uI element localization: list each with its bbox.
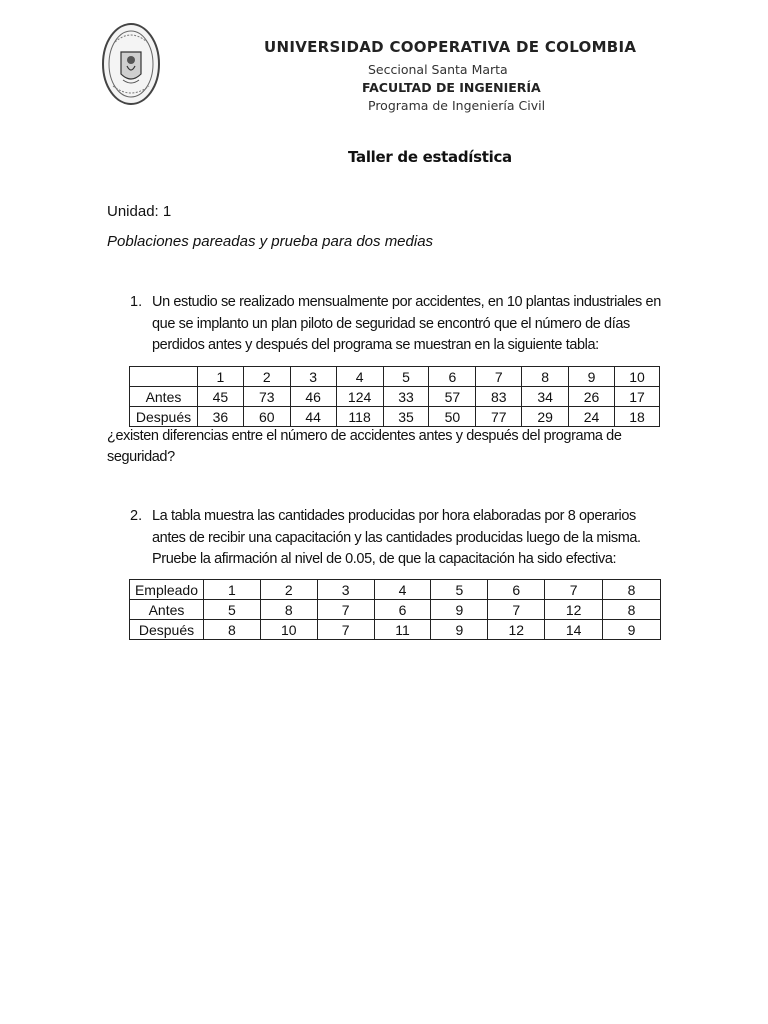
program-name: Programa de Ingeniería Civil [368,98,546,113]
table-cell: 2 [243,367,290,387]
unit-label: Unidad: 1 [107,203,172,220]
table-cell: 29 [522,407,569,427]
table-cell: 8 [203,620,260,640]
table-cell: 4 [374,580,431,600]
table-cell: 9 [431,620,488,640]
question-2-table [129,579,661,640]
table-cell: 60 [243,407,290,427]
table-cell: 36 [197,407,243,427]
question-1-prompt: ¿existen diferencias entre el número de accidentes antes y después del programa de seguridad? [107,428,622,465]
table-cell: 14 [545,620,603,640]
table-cell: 46 [290,387,336,407]
table-cell: 7 [476,367,522,387]
table-row-label: Empleado [130,580,204,600]
table-cell: 1 [203,580,260,600]
table-cell: 9 [431,600,488,620]
table-row-label: Antes [130,600,204,620]
table-cell: 3 [317,580,374,600]
table-cell: 11 [374,620,431,640]
table-cell: 1 [197,367,243,387]
table-cell: 35 [383,407,429,427]
table-cell: 6 [374,600,431,620]
table-cell: 7 [545,580,603,600]
question-1-text: Un estudio se realizado mensualmente por accidentes, en 10 plantas industriales en que se implanto un plan piloto de seguridad se encontró que el número de días perdidos antes y después del programa se muestran en la siguiente tabla: [152,294,661,353]
table-cell: 10 [260,620,317,640]
table-cell: 7 [317,600,374,620]
table-cell: 24 [569,407,615,427]
table-cell: 5 [383,367,429,387]
faculty-name: FACULTAD DE INGENIERÍA [362,80,541,95]
table-cell: 5 [431,580,488,600]
page-title: Taller de estadística [348,148,512,166]
table-cell: 10 [615,367,660,387]
table-cell: 33 [383,387,429,407]
table-cell: 2 [260,580,317,600]
question-1-table [129,366,660,427]
table-cell: 7 [488,600,545,620]
table-cell: 12 [545,600,603,620]
table-cell: 77 [476,407,522,427]
table-cell: 7 [317,620,374,640]
table-cell: 50 [429,407,476,427]
university-name: UNIVERSIDAD COOPERATIVA DE COLOMBIA [264,38,637,56]
table-row [130,367,660,387]
table-row [130,407,660,427]
table-row-label: Después [130,620,204,640]
table-row [130,600,661,620]
table-cell: 57 [429,387,476,407]
table-cell: 34 [522,387,569,407]
question-1-number: 1. [130,294,143,310]
table-row [130,580,661,600]
table-cell: 44 [290,407,336,427]
table-cell: 6 [488,580,545,600]
table-cell: 26 [569,387,615,407]
table-cell: 45 [197,387,243,407]
table-cell: 124 [336,387,383,407]
table-cell: 83 [476,387,522,407]
table-row [130,620,661,640]
table-cell: 6 [429,367,476,387]
table-row-label: Antes [130,387,198,407]
question-2-text: La tabla muestra las cantidades producidas por hora elaboradas por 8 operarios antes de recibir una capacitación y las cantidades producidas luego de la misma. Pruebe la afirmación al nivel de 0.05, de que la capacitación ha sido efectiva: [152,508,641,567]
table-cell: 17 [615,387,660,407]
table-cell: 118 [336,407,383,427]
table-cell: 18 [615,407,660,427]
table-cell: 8 [522,367,569,387]
question-2-number: 2. [130,508,143,524]
table-row-label [130,367,198,387]
table-cell: 8 [603,600,661,620]
table-cell: 12 [488,620,545,640]
section-subtitle: Poblaciones pareadas y prueba para dos medias [107,233,434,250]
table-row-label: Después [130,407,198,427]
table-cell: 8 [260,600,317,620]
university-seal-icon [101,22,161,106]
table-cell: 9 [569,367,615,387]
table-cell: 5 [203,600,260,620]
seccional: Seccional Santa Marta [368,62,508,77]
table-row [130,387,660,407]
table-cell: 3 [290,367,336,387]
table-cell: 73 [243,387,290,407]
table-cell: 4 [336,367,383,387]
table-cell: 8 [603,580,661,600]
table-cell: 9 [603,620,661,640]
